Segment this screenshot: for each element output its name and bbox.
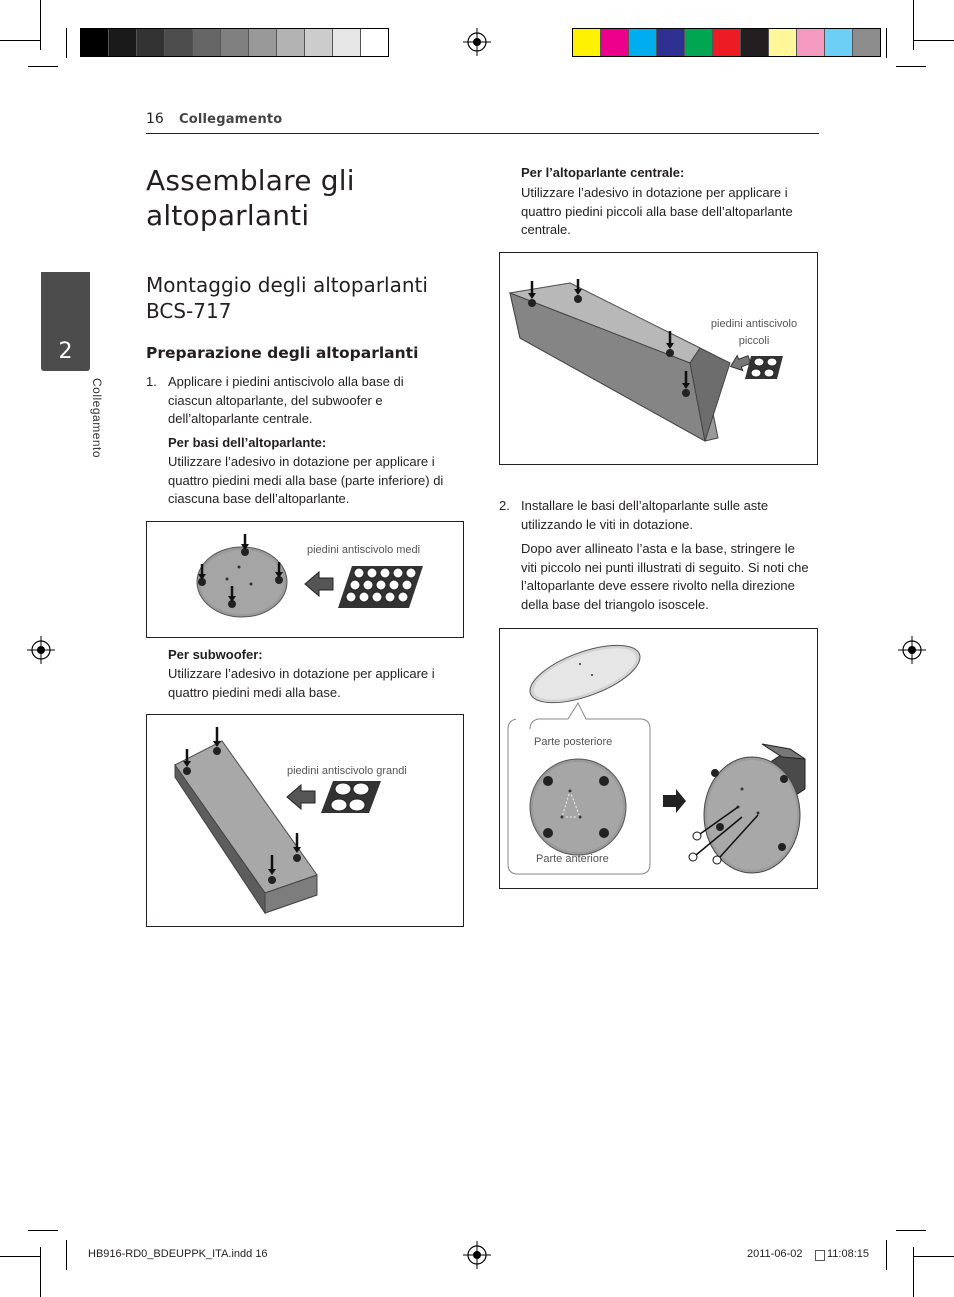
crop-mark — [0, 1256, 40, 1257]
color-swatch — [629, 29, 657, 56]
crop-mark — [913, 1247, 914, 1297]
step-text: Applicare i piedini antiscivolo alla base di ciascun altoparlante, del subwoofer e dell’altoparlante centrale. — [168, 374, 404, 426]
registration-mark-icon — [463, 1241, 491, 1269]
small-feet-label-line2: piccoli — [738, 335, 770, 347]
registration-mark-icon — [898, 636, 926, 664]
registration-mark-icon — [27, 636, 55, 664]
crop-mark — [66, 28, 67, 58]
bases-text: Utilizzare l’adesivo in dotazione per applicare i quattro piedini medi alla base (parte inferiore) di ciascuna base dell’altoparlante. — [168, 454, 444, 506]
crop-mark — [0, 40, 40, 41]
running-header: Collegamento — [179, 112, 283, 127]
color-swatch — [853, 29, 880, 56]
color-swatch — [165, 29, 193, 56]
step-number: 2. — [499, 498, 510, 513]
crop-mark — [40, 0, 41, 50]
color-swatch — [657, 29, 685, 56]
crop-mark — [913, 0, 914, 50]
crop-mark — [886, 1240, 887, 1270]
grayscale-bar — [80, 28, 389, 57]
color-swatch — [685, 29, 713, 56]
chapter-tab-number: 2 — [58, 339, 73, 364]
medium-feet-label: piedini antiscivolo medi — [307, 544, 421, 556]
color-swatch — [361, 29, 388, 56]
figure-base-feet — [146, 521, 464, 638]
color-swatch — [741, 29, 769, 56]
color-bar — [572, 28, 881, 57]
figure-base-assembly — [499, 628, 818, 889]
crop-mark — [28, 1230, 58, 1231]
bases-heading: Per basi dell’altoparlante: — [168, 435, 327, 450]
color-swatch — [221, 29, 249, 56]
base-feet-illustration — [147, 522, 463, 637]
color-swatch — [797, 29, 825, 56]
rear-label: Parte posteriore — [534, 736, 613, 748]
subwoofer-heading: Per subwoofer: — [168, 647, 263, 662]
color-swatch — [277, 29, 305, 56]
large-feet-label: piedini antiscivolo grandi — [287, 765, 407, 777]
crop-mark — [914, 40, 954, 41]
subwoofer-text: Utilizzare l’adesivo in dotazione per applicare i quattro piedini medi alla base. — [168, 666, 435, 700]
crop-mark — [914, 1256, 954, 1257]
color-swatch — [713, 29, 741, 56]
crop-mark — [896, 1230, 926, 1231]
base-assembly-illustration — [500, 629, 817, 888]
figure-center-speaker — [499, 252, 818, 465]
section-heading: Montaggio degli altoparlanti BCS-717 — [146, 273, 428, 323]
color-swatch — [81, 29, 109, 56]
crop-mark — [66, 1240, 67, 1270]
color-swatch — [249, 29, 277, 56]
color-swatch — [333, 29, 361, 56]
center-text: Utilizzare l’adesivo in dotazione per applicare i quattro piedini piccoli alla base dell’altoparlante centrale. — [521, 185, 793, 237]
crop-mark — [40, 1247, 41, 1297]
small-feet-label-line1: piedini antiscivolo — [710, 318, 798, 330]
registration-mark-icon — [463, 28, 491, 56]
footer-time: 11:08:15 — [827, 1248, 870, 1260]
page-number: 16 — [146, 111, 164, 127]
color-swatch — [109, 29, 137, 56]
crop-mark — [886, 28, 887, 58]
color-swatch — [573, 29, 601, 56]
center-speaker-illustration — [500, 253, 817, 464]
color-swatch — [769, 29, 797, 56]
color-swatch — [825, 29, 853, 56]
subsection-heading: Preparazione degli altoparlanti — [146, 344, 419, 362]
header-rule — [146, 133, 819, 134]
center-heading: Per l’altoparlante centrale: — [521, 165, 685, 180]
color-swatch — [305, 29, 333, 56]
page-title: Assemblare gli altoparlanti — [146, 164, 355, 232]
crop-mark — [896, 66, 926, 67]
color-swatch — [193, 29, 221, 56]
front-label: Parte anteriore — [536, 853, 609, 865]
footer-filename: HB916-RD0_BDEUPPK_ITA.indd 16 — [88, 1248, 268, 1260]
step2-text2: Dopo aver allineato l’asta e la base, stringere le viti piccolo nei punti illustrati di seguito. Si noti che l’altoparlante deve essere rivolto nella direzione della base del triangolo isoscele. — [521, 541, 809, 612]
step-number: 1. — [146, 374, 157, 389]
color-swatch — [137, 29, 165, 56]
footer-glyph-icon — [815, 1250, 825, 1261]
color-swatch — [601, 29, 629, 56]
chapter-tab-label: Collegamento — [90, 378, 104, 459]
footer-date: 2011-06-02 — [747, 1248, 803, 1260]
subwoofer-illustration — [147, 715, 463, 926]
step2-text: Installare le basi dell’altoparlante sulle aste utilizzando le viti in dotazione. — [521, 498, 769, 532]
crop-mark — [28, 66, 58, 67]
figure-subwoofer — [146, 714, 464, 927]
